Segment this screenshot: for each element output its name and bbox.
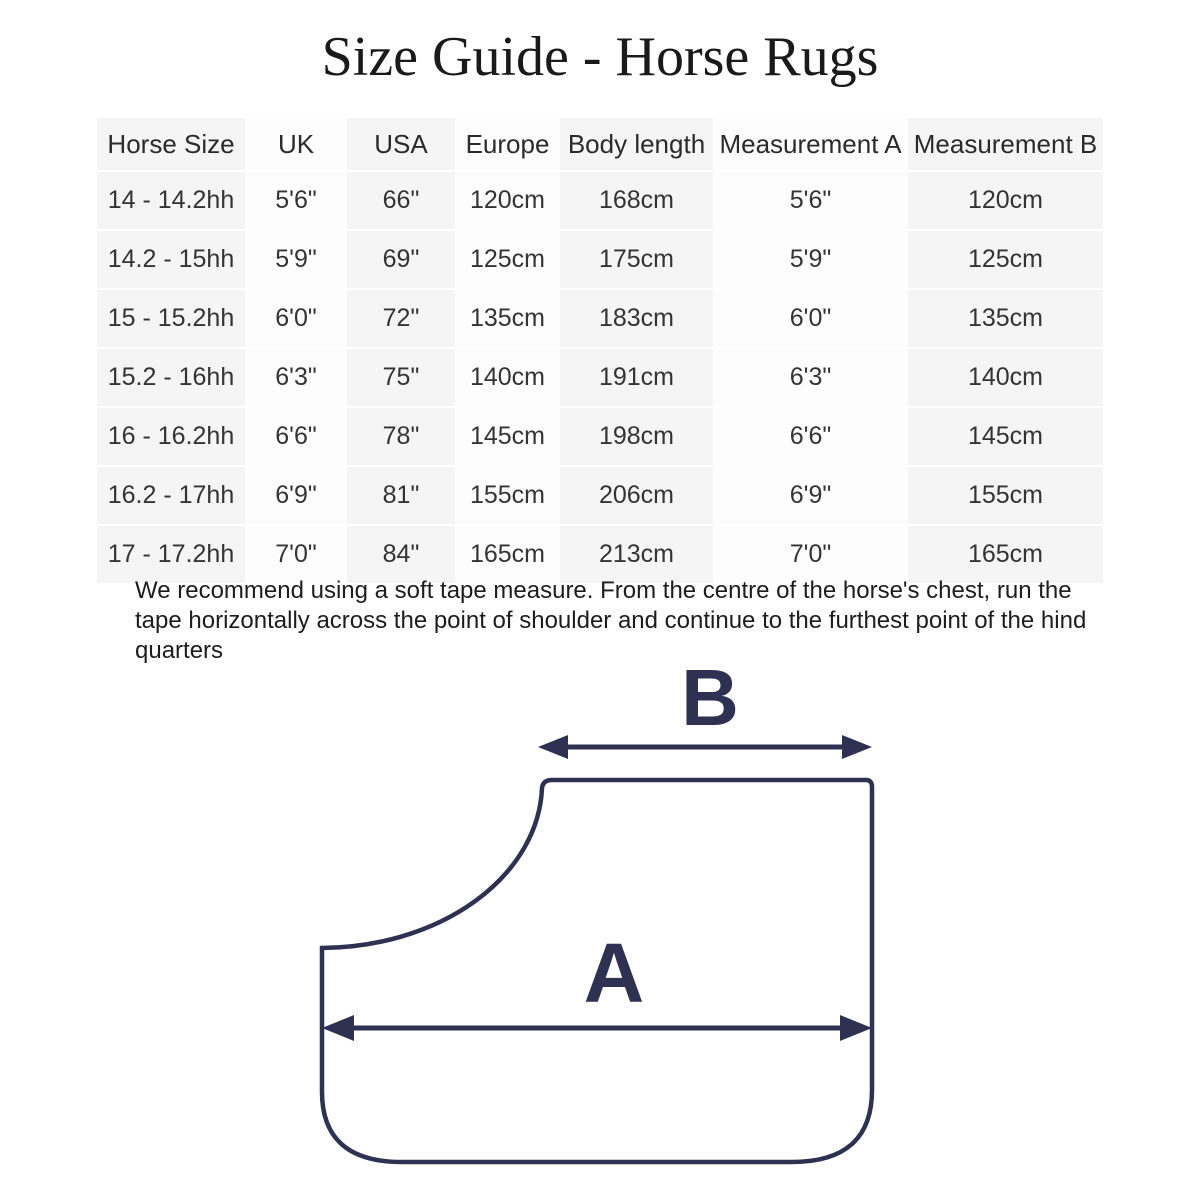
table-row: [97, 231, 1103, 290]
column-header-measurement-b: Measurement B: [908, 118, 1103, 172]
column-header-horse-size: Horse Size: [97, 118, 245, 172]
table-cell: 125cm: [455, 231, 560, 290]
table-cell: 17 - 17.2hh: [97, 526, 245, 585]
table-cell: 6'6": [245, 408, 347, 467]
table-cell: 5'6": [713, 172, 908, 231]
column-header-measurement-a: Measurement A: [713, 118, 908, 172]
table-cell: 75": [347, 349, 455, 408]
table-cell: 6'9": [245, 467, 347, 526]
table-cell: 16.2 - 17hh: [97, 467, 245, 526]
note-line: quarters: [135, 637, 224, 664]
table-cell: 14 - 14.2hh: [97, 172, 245, 231]
rug-measurement-diagram: [280, 640, 920, 1200]
table-cell: 15 - 15.2hh: [97, 290, 245, 349]
note-line: We recommend using a soft tape measure. From the centre of the horse's chest, run the: [135, 577, 1072, 604]
table-cell: 155cm: [455, 467, 560, 526]
table-cell: 7'0": [245, 526, 347, 585]
table-row: [97, 408, 1103, 467]
table-cell: 6'0": [245, 290, 347, 349]
table-cell: 140cm: [908, 349, 1103, 408]
table-cell: 120cm: [455, 172, 560, 231]
table-cell: 165cm: [455, 526, 560, 585]
table-cell: 5'6": [245, 172, 347, 231]
table-cell: 5'9": [713, 231, 908, 290]
table-row: [97, 467, 1103, 526]
table-cell: 7'0": [713, 526, 908, 585]
table-cell: 183cm: [560, 290, 713, 349]
table-cell: 125cm: [908, 231, 1103, 290]
table-cell: 135cm: [908, 290, 1103, 349]
table-cell: 120cm: [908, 172, 1103, 231]
table-cell: 135cm: [455, 290, 560, 349]
column-header-uk: UK: [245, 118, 347, 172]
table-cell: 84": [347, 526, 455, 585]
table-cell: 6'3": [713, 349, 908, 408]
table-cell: 6'0": [713, 290, 908, 349]
note-line: tape horizontally across the point of shoulder and continue to the furthest point of the hind: [135, 607, 1087, 634]
diagram-label-b: B: [681, 653, 739, 742]
table-cell: 14.2 - 15hh: [97, 231, 245, 290]
table-header-row: [97, 118, 1103, 172]
table-cell: 191cm: [560, 349, 713, 408]
table-row: [97, 349, 1103, 408]
table-cell: 81": [347, 467, 455, 526]
table-cell: 155cm: [908, 467, 1103, 526]
table-row: [97, 172, 1103, 231]
table-cell: 6'6": [713, 408, 908, 467]
table-cell: 213cm: [560, 526, 713, 585]
size-guide-table: [97, 118, 1103, 585]
table-cell: 168cm: [560, 172, 713, 231]
table-cell: 78": [347, 408, 455, 467]
table-cell: 6'9": [713, 467, 908, 526]
table-cell: 69": [347, 231, 455, 290]
table-cell: 165cm: [908, 526, 1103, 585]
column-header-body-length: Body length: [560, 118, 713, 172]
table-cell: 5'9": [245, 231, 347, 290]
table-cell: 16 - 16.2hh: [97, 408, 245, 467]
table-cell: 66": [347, 172, 455, 231]
table-cell: 72": [347, 290, 455, 349]
column-header-usa: USA: [347, 118, 455, 172]
table-cell: 175cm: [560, 231, 713, 290]
table-cell: 145cm: [455, 408, 560, 467]
table-cell: 198cm: [560, 408, 713, 467]
table-cell: 145cm: [908, 408, 1103, 467]
diagram-label-a: A: [583, 926, 645, 1020]
page-title: Size Guide - Horse Rugs: [321, 26, 879, 88]
table-cell: 15.2 - 16hh: [97, 349, 245, 408]
table-cell: 6'3": [245, 349, 347, 408]
column-header-europe: Europe: [455, 118, 560, 172]
table-cell: 206cm: [560, 467, 713, 526]
table-row: [97, 290, 1103, 349]
table-cell: 140cm: [455, 349, 560, 408]
